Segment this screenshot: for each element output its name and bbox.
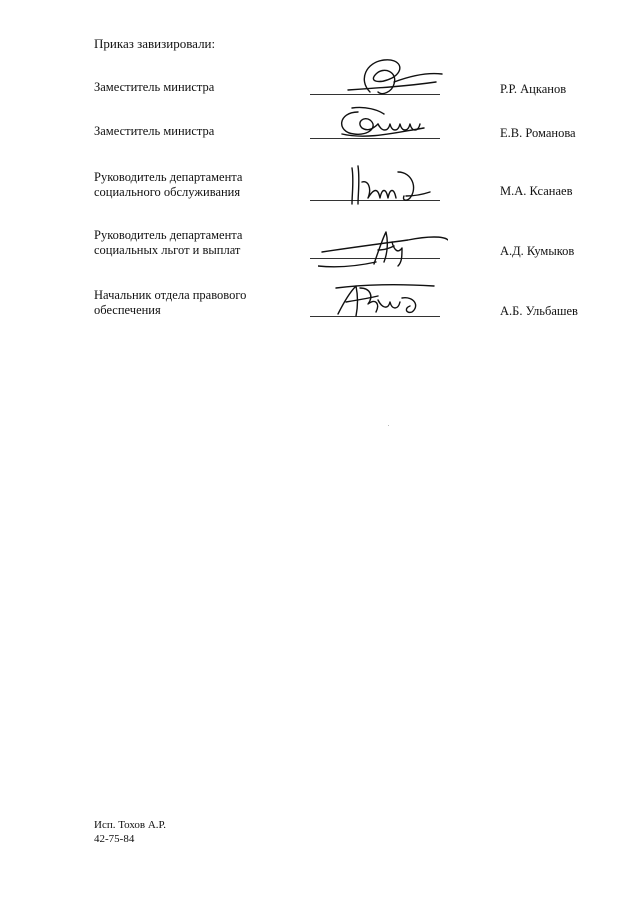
signature-image — [318, 274, 448, 326]
signatory-row — [0, 102, 640, 162]
document-footer — [94, 818, 166, 846]
signatory-name: А.Б. Ульбашев — [500, 304, 578, 318]
signature-image — [318, 52, 448, 104]
document-heading: Приказ завизировали: — [94, 36, 216, 51]
signatory-row — [0, 162, 640, 222]
executor-line: Исп. Тохов А.Р. — [94, 819, 167, 831]
signatory-name: Е.В. Романова — [500, 126, 576, 140]
signatory-position: Начальник отдела правового обеспечения — [94, 288, 247, 317]
signatory-position: Руководитель департамента социального обслуживания — [94, 170, 243, 199]
signatory-row — [0, 282, 640, 342]
signatory-name: А.Д. Кумыков — [500, 244, 575, 258]
signatory-position: Заместитель министра — [94, 124, 215, 138]
signature-image — [318, 158, 448, 210]
phone-line: 42-75-84 — [94, 833, 135, 845]
signature-image — [318, 222, 448, 274]
signatory-name: М.А. Ксанаев — [500, 184, 573, 198]
scan-speck — [388, 425, 389, 426]
signatory-position: Заместитель министра — [94, 80, 215, 94]
signatory-name: Р.Р. Ацканов — [500, 82, 567, 96]
signatory-position: Руководитель департамента социальных льгот и выплат — [94, 228, 243, 257]
signature-image — [318, 98, 448, 150]
signatory-row — [0, 222, 640, 282]
